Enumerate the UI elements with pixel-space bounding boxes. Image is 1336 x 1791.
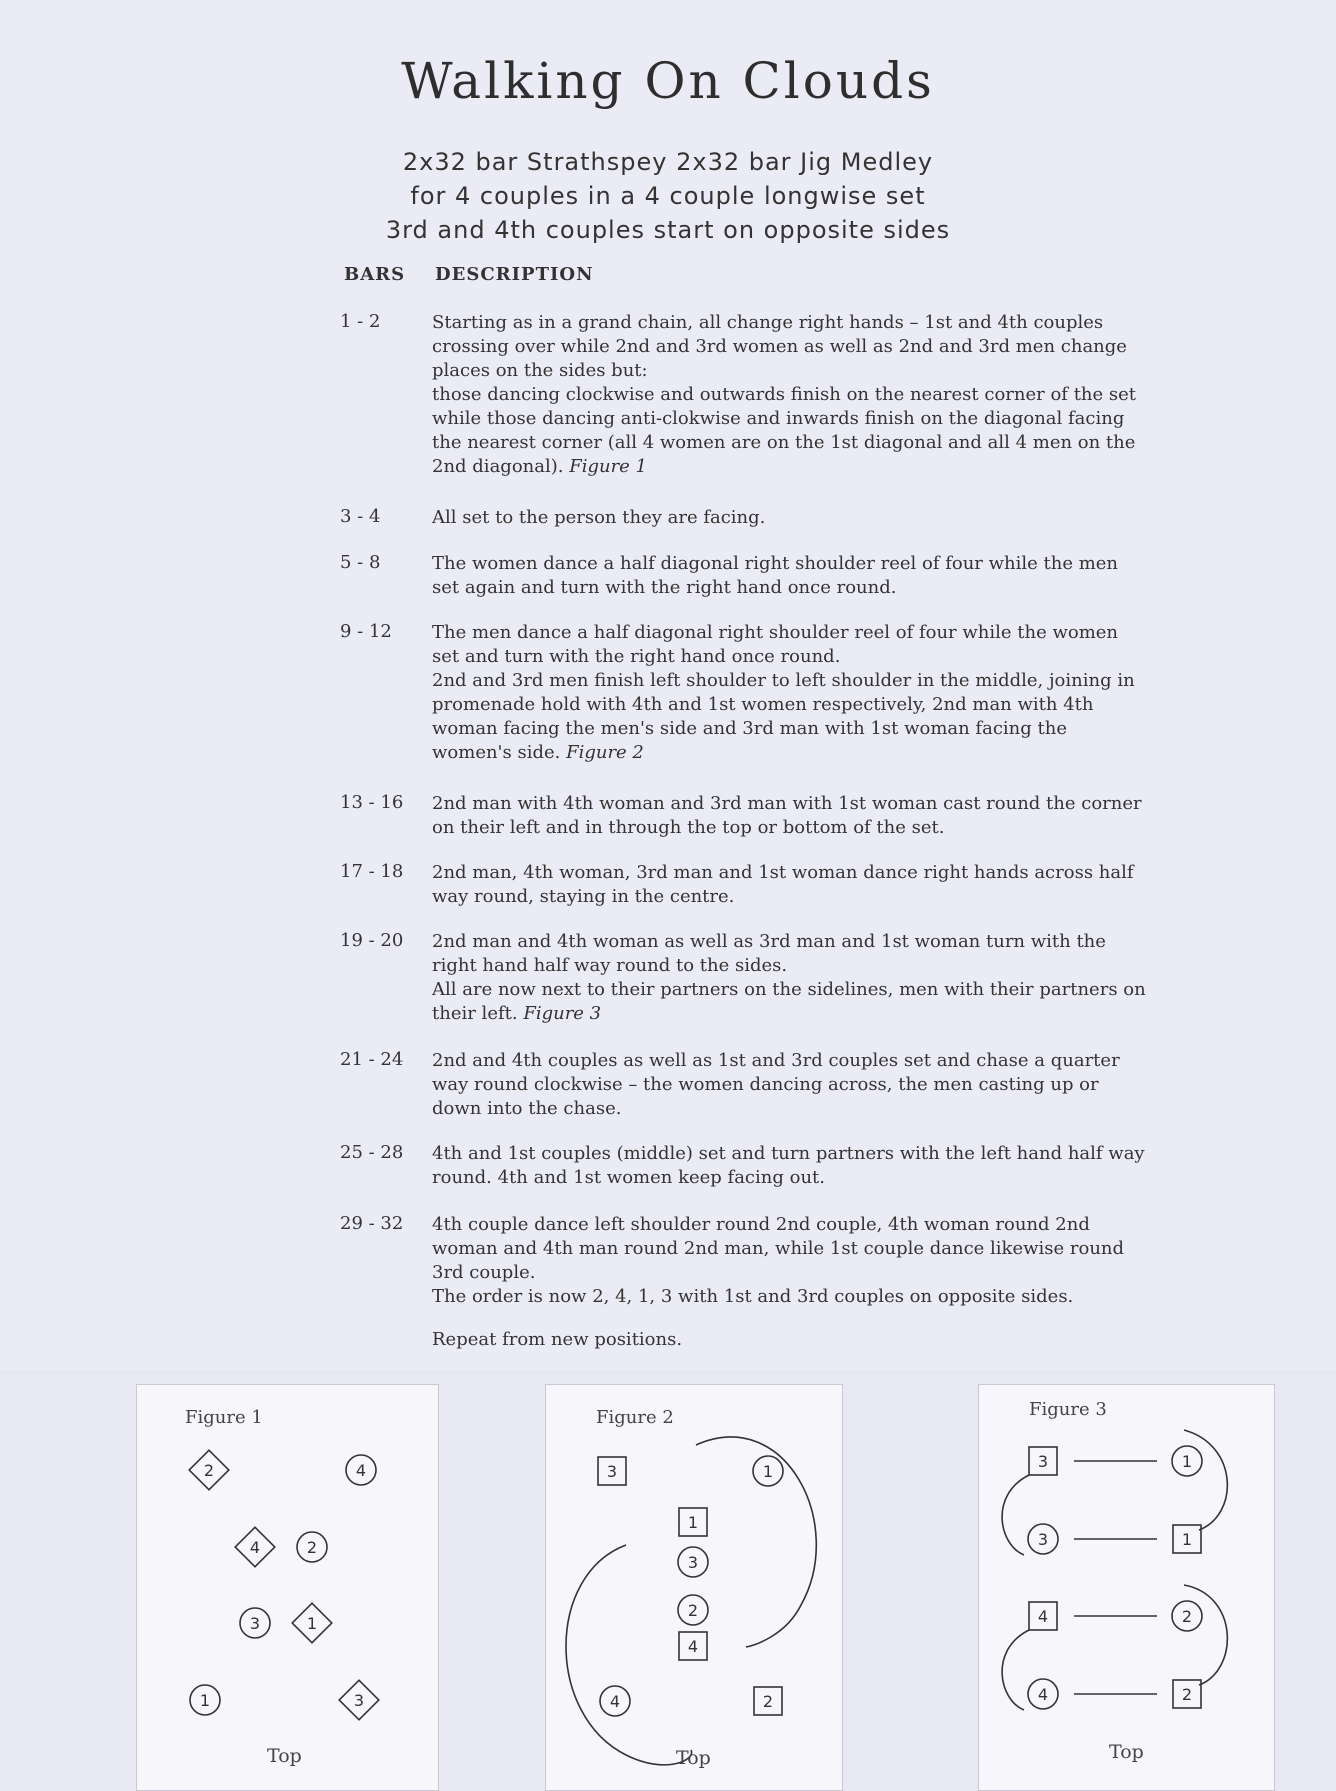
svg-text:1: 1 [306,1614,318,1633]
svg-text:3: 3 [1037,1452,1049,1471]
man-4-square [679,1632,707,1660]
svg-text:4: 4 [609,1692,621,1711]
svg-text:1: 1 [687,1513,699,1532]
svg-text:4: 4 [1037,1685,1049,1704]
figure-2-positions [546,1385,842,1790]
description-line: Starting as in a grand chain, all change right hands – 1st and 4th couples crossing over while 2nd and 3rd women as well as 2nd and 3rd men change places on the sides but: [432,312,1127,381]
description-line: The women dance a half diagonal right shoulder reel of four while the men set again and turn with the right hand once round. [432,553,1119,598]
row-description [432,861,1147,909]
row-description [432,792,1147,840]
svg-text:2: 2 [762,1692,774,1711]
woman-1-circle [190,1685,220,1715]
svg-text:3: 3 [353,1691,365,1710]
svg-text:1: 1 [1181,1452,1193,1471]
description-line: All set to the person they are facing. [432,507,766,528]
figure-3-label: Figure 3 [1029,1399,1107,1420]
svg-text:3: 3 [249,1614,261,1633]
woman-3-circle [678,1547,708,1577]
man-1-square [292,1603,332,1643]
man-3-square [339,1680,379,1720]
man-2-square [189,1450,229,1490]
row-description [432,552,1147,600]
svg-text:1: 1 [762,1462,774,1481]
subtitle-line-1: 2x32 bar Strathspey 2x32 bar Jig Medley [402,148,934,176]
description-line: 4th and 1st couples (middle) set and turn partners with the left hand half way round. 4th and 1st women keep facing out. [432,1143,1145,1188]
description-line: 2nd man, 4th woman, 3rd man and 1st woman dance right hands across half way round, staying in the centre. [432,862,1134,907]
description-line: those dancing clockwise and outwards finish on the nearest corner of the set while those dancing anti-clokwise and inwards finish on the diagonal facing the nearest corner (all 4 women are on the 1st diagonal and all 4 men on the 2nd diagonal). [432,384,1137,477]
row-description [432,1328,1147,1352]
dance-title: Walking On Clouds [401,52,935,110]
bars-header: BARS [344,264,406,285]
row-description [432,621,1147,765]
man-3-square [598,1457,626,1485]
description-line: 2nd man with 4th woman and 3rd man with 1st woman cast round the corner on their left and in through the top or bottom of the set. [432,793,1142,838]
bar-range: 9 - 12 [340,621,392,642]
description-line: 2nd man and 4th woman as well as 3rd man and 1st woman turn with the right hand half way round to the sides. [432,931,1106,976]
figure-reference: Figure 1 [569,456,648,477]
description-line: The order is now 2, 4, 1, 3 with 1st and 3rd couples on opposite sides. [432,1286,1074,1307]
row-description [432,1213,1147,1309]
svg-text:4: 4 [1037,1607,1049,1626]
description-line: 2nd and 4th couples as well as 1st and 3rd couples set and chase a quarter way round clockwise – the women dancing across, the men casting up or down into the chase. [432,1050,1120,1119]
figure-1-positions [137,1385,438,1790]
subtitle-line-3: 3rd and 4th couples start on opposite sides [385,216,951,244]
woman-3-circle [240,1608,270,1638]
svg-text:2: 2 [687,1601,699,1620]
svg-text:4: 4 [687,1637,699,1656]
bar-range: 25 - 28 [340,1142,404,1163]
woman-4-circle [600,1686,630,1716]
svg-text:2: 2 [1181,1685,1193,1704]
svg-text:1: 1 [199,1691,211,1710]
row-description [432,1142,1147,1190]
description-line: The men dance a half diagonal right shoulder reel of four while the women set and turn with the right hand once round. [432,622,1119,667]
woman-4-circle [1028,1679,1058,1709]
man-4-square [235,1527,275,1567]
description-line: 4th couple dance left shoulder round 2nd couple, 4th woman round 2nd woman and 4th man round 2nd man, while 1st couple dance likewise round 3rd couple. [432,1214,1125,1283]
woman-2-circle [678,1595,708,1625]
svg-text:2: 2 [203,1461,215,1480]
svg-text:3: 3 [606,1462,618,1481]
man-3-square [1029,1447,1057,1475]
figure-reference: Figure 3 [523,1003,602,1024]
description-header: DESCRIPTION [435,264,594,285]
bar-range: 21 - 24 [340,1049,404,1070]
bar-range: 19 - 20 [340,930,404,951]
row-description [432,506,1147,530]
cast-arc-left [566,1545,692,1765]
figure-2-top-label: Top [676,1747,711,1769]
row-description [432,311,1147,479]
man-2-square [754,1687,782,1715]
woman-2-circle [297,1532,327,1562]
figure-reference: Figure 2 [566,742,644,763]
description-line: All are now next to their partners on the sidelines, men with their partners on their left. [432,979,1146,1024]
svg-text:4: 4 [249,1538,261,1557]
figure-1-label: Figure 1 [185,1407,263,1428]
woman-1-circle [1172,1446,1202,1476]
figure-2-label: Figure 2 [596,1407,674,1428]
man-2-square [1173,1680,1201,1708]
svg-text:3: 3 [1037,1530,1049,1549]
figure-3-positions [979,1385,1274,1790]
woman-4-circle [346,1455,376,1485]
chase-arc-left-bottom [1002,1630,1029,1710]
bar-range: 29 - 32 [340,1213,404,1234]
bar-range: 17 - 18 [340,861,404,882]
description-line: 2nd and 3rd men finish left shoulder to left shoulder in the middle, joining in promenade hold with 4th and 1st women respectively, 2nd man with 4th woman facing the men's side and 3rd man with 1st woman facing the women's side. [432,670,1135,763]
chase-arc-left-top [1002,1475,1029,1555]
man-1-square [1173,1525,1201,1553]
figure-2-diagram [545,1384,843,1791]
svg-text:3: 3 [687,1553,699,1572]
woman-1-circle [753,1456,783,1486]
chase-arc-right-bottom [1181,1585,1227,1685]
man-1-square [679,1508,707,1536]
bar-range: 3 - 4 [340,506,381,527]
cast-arc-right [696,1437,816,1647]
man-4-square [1029,1602,1057,1630]
svg-text:1: 1 [1181,1530,1193,1549]
row-description [432,930,1147,1026]
bar-range: 5 - 8 [340,552,381,573]
woman-2-circle [1172,1601,1202,1631]
row-description [432,1049,1147,1121]
figure-3-top-label: Top [1109,1741,1144,1763]
bar-range: 1 - 2 [340,311,381,332]
svg-text:2: 2 [1181,1607,1193,1626]
figure-3-diagram [978,1384,1275,1791]
subtitle-line-2: for 4 couples in a 4 couple longwise set [410,182,926,210]
chase-arc-right-top [1181,1430,1227,1530]
figure-1-top-label: Top [267,1745,302,1767]
repeat-note: Repeat from new positions. [432,1329,683,1350]
woman-3-circle [1028,1524,1058,1554]
svg-text:4: 4 [355,1461,367,1480]
svg-text:2: 2 [306,1538,318,1557]
bar-range: 13 - 16 [340,792,404,813]
figure-1-diagram [136,1384,439,1791]
